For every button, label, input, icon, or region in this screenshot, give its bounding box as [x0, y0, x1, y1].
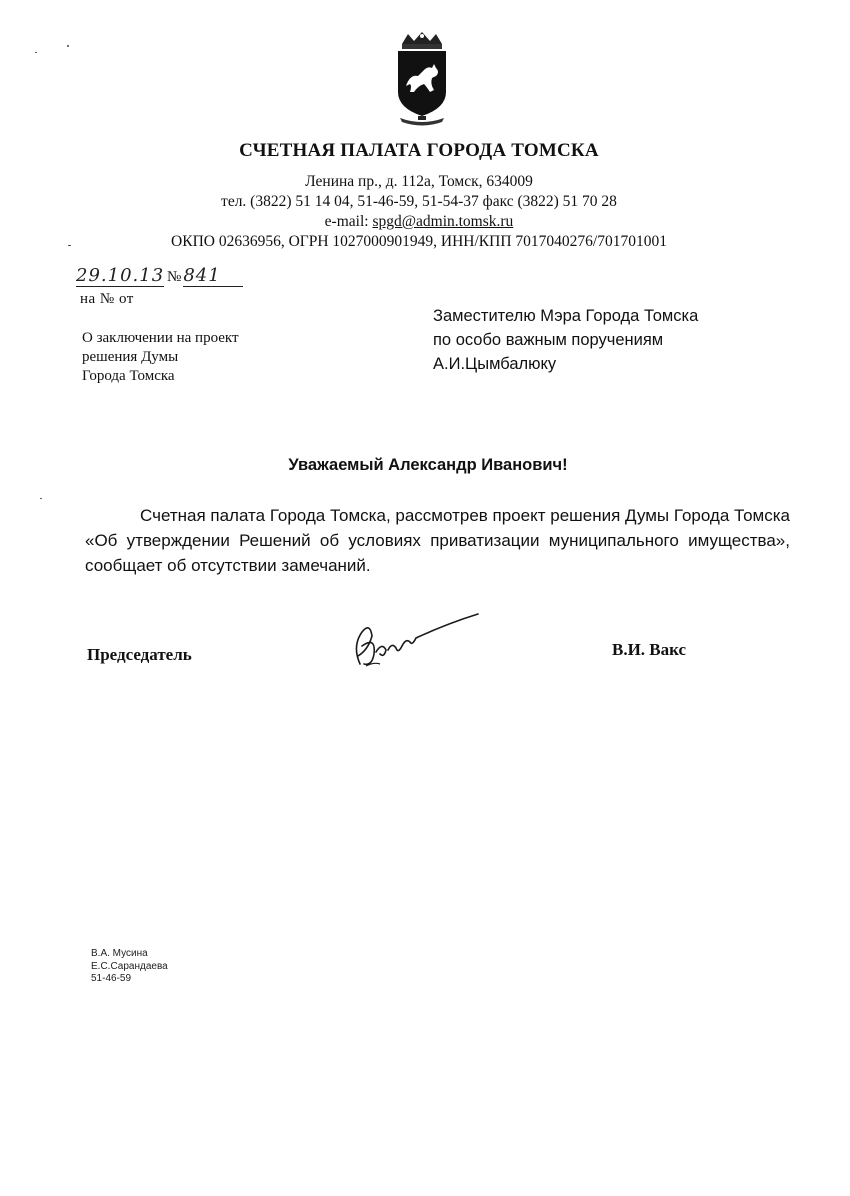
organization-address: Ленина пр., д. 112а, Томск, 634009	[305, 173, 533, 190]
organization-name: СЧЕТНАЯ ПАЛАТА ГОРОДА ТОМСКА	[239, 140, 599, 161]
executor-line: Е.С.Сарандаева	[91, 960, 168, 972]
email-label: e-mail:	[324, 213, 373, 230]
subject-line: решения Думы	[82, 349, 179, 365]
organization-phones: тел. (3822) 51 14 04, 51-46-59, 51-54-37 факс (3822) 51 70 28	[221, 193, 617, 210]
recipient-block	[433, 304, 763, 376]
registration-number-label: №	[167, 269, 182, 285]
email-link[interactable]: spgd@admin.tomsk.ru	[372, 213, 514, 230]
recipient-line: А.И.Цымбалюку	[433, 355, 557, 373]
subject-line: О заключении на проект	[82, 330, 239, 346]
signer-name: В.И. Вакс	[612, 640, 687, 659]
letter-body: Счетная палата Города Томска, рассмотрев проект решения Думы Города Томска «Об утверждении Решений об условиях приватизации муниципального имущества», сообщает об отсутствии замечаний.	[85, 506, 790, 575]
recipient-line: по особо важным поручениям	[433, 331, 664, 349]
signer-title: Председатель	[87, 645, 192, 664]
executor-line: В.А. Мусина	[91, 948, 148, 959]
coat-of-arms-emblem	[388, 30, 456, 128]
organization-registry-codes: ОКПО 02636956, ОГРН 1027000901949, ИНН/КПП 7017040276/701701001	[171, 233, 667, 250]
executors-block	[91, 948, 168, 986]
executor-line: 51-46-59	[91, 973, 132, 984]
outgoing-registration	[76, 266, 266, 287]
handwritten-signature	[346, 606, 482, 674]
subject-line: Города Томска	[82, 368, 175, 384]
letter-subject	[82, 329, 322, 386]
scan-speck	[68, 245, 71, 246]
recipient-line: Заместителю Мэра Города Томска	[433, 307, 699, 325]
organization-email-line	[0, 212, 838, 232]
scan-speck	[67, 45, 69, 47]
registration-date: 29.10.13	[76, 265, 165, 286]
registration-number: 841	[183, 266, 243, 287]
scan-speck	[35, 52, 37, 53]
reference-line: на № от	[80, 291, 134, 307]
scan-speck	[40, 498, 42, 499]
letter-greeting: Уважаемый Александр Иванович!	[288, 456, 568, 474]
